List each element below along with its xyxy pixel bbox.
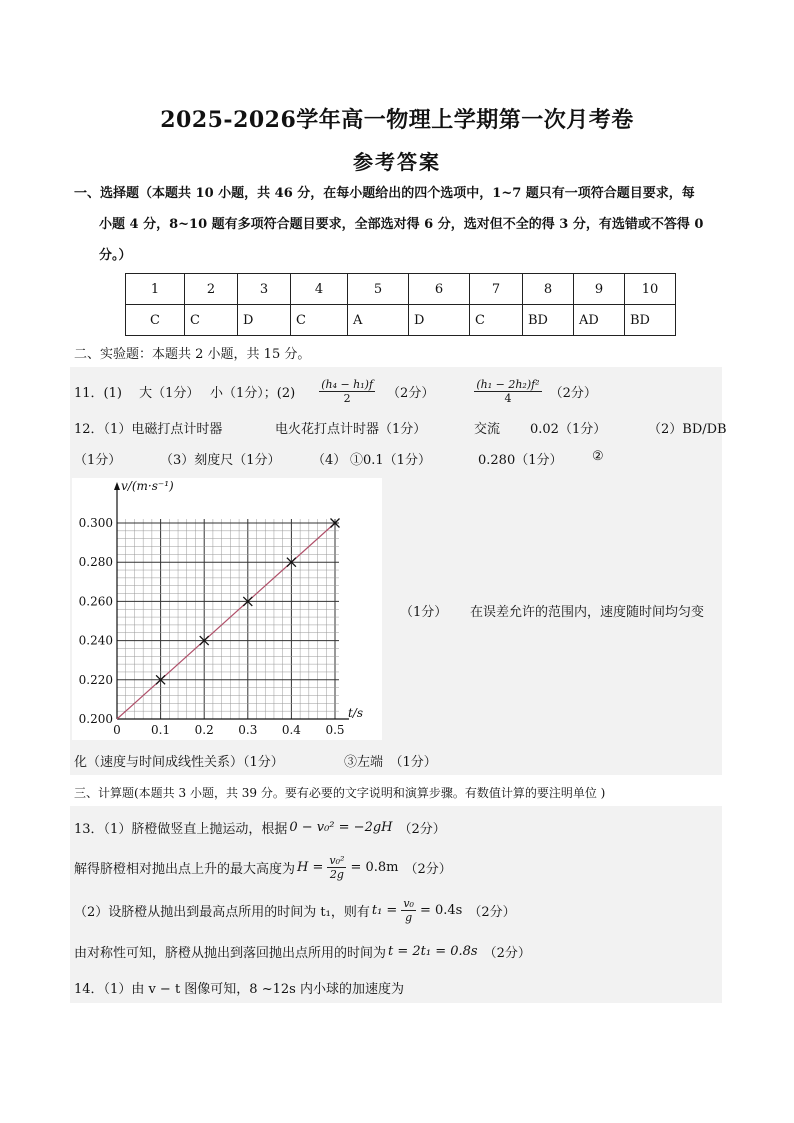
fraction-denominator: 2g — [329, 867, 344, 881]
answer-cell: D — [238, 305, 291, 336]
q12-line1-e: （2）BD/DB — [648, 422, 727, 437]
answer-table-answer-row — [126, 305, 676, 336]
q11-fraction-2 — [474, 378, 541, 405]
q12-line2-e: 0.280（1分） — [478, 453, 563, 468]
question-number-cell: 4 — [291, 274, 348, 305]
q13-t1-result: = 0.4s — [419, 902, 463, 918]
q11-answer — [74, 376, 597, 406]
fit-line — [117, 523, 335, 719]
question-number-cell: 10 — [625, 274, 676, 305]
x-axis-label: t/s — [347, 706, 363, 720]
answer-key-subtitle: 参考答案 — [353, 150, 441, 174]
q13-t1-lhs: t₁ = — [371, 902, 398, 918]
q12-right-a: （1分） — [400, 605, 448, 620]
fraction-numerator: v₀ — [403, 896, 414, 910]
chart-fit-line — [117, 523, 335, 719]
fraction-numerator: v₀² — [329, 853, 345, 867]
x-tick-label: 0.2 — [194, 723, 214, 737]
question-number-cell: 7 — [470, 274, 523, 305]
q13-h-fraction — [327, 854, 346, 881]
q13-t1-fraction — [401, 897, 416, 924]
q12-line2-d: ①0.1（1分） — [350, 453, 431, 468]
q11-score-1: （2分） — [387, 385, 435, 401]
answer-cell: A — [348, 305, 409, 336]
q12-line1-a: 12．（1）电磁打点计时器 — [74, 422, 223, 437]
q13-score-2: （2分） — [404, 861, 452, 877]
q12-line2-f: ② — [592, 449, 604, 464]
q12-right-b: 在误差允许的范围内，速度随时间均匀变 — [470, 605, 705, 620]
q13-h-lhs: H = — [297, 859, 324, 875]
q12-line2-a: （1分） — [74, 453, 122, 468]
q13-equation-1: 0 − v₀² = −2gH — [289, 820, 393, 835]
section1-heading-line1: 一、选择题（本题共 10 小题，共 46 分，在每小题给出的四个选项中，1~7 题只有一项符合题目要求，每 — [74, 186, 695, 201]
y-tick-label: 0.260 — [78, 594, 113, 609]
answer-cell: BD — [625, 305, 676, 336]
q12-line2-b: （3）刻度尺（1分） — [160, 453, 281, 468]
q13-line1-text: 13．（1）脐橙做竖直上抛运动，根据 — [74, 822, 288, 837]
question-number-cell: 9 — [574, 274, 625, 305]
answer-cell: BD — [523, 305, 574, 336]
x-tick-label: 0.5 — [325, 723, 345, 737]
question-number-cell: 5 — [348, 274, 409, 305]
q13-total-time: t = 2t₁ = 0.8s — [388, 944, 478, 959]
q13-line3-text: （2）设脐橙从抛出到最高点所用的时间为 t₁，则有 — [74, 904, 370, 920]
y-tick-label: 0.220 — [78, 672, 113, 687]
x-tick-label: 0 — [113, 723, 121, 737]
answer-cell: C — [291, 305, 348, 336]
exam-title: 2025-2026学年高一物理上学期第一次月考卷 — [160, 107, 634, 133]
q11-prefix: 11．(1) 大（1分） 小（1分）；(2) — [74, 385, 296, 401]
question-number-cell: 2 — [185, 274, 238, 305]
q12-line1-c: 交流 — [474, 422, 501, 437]
q13-line2 — [74, 851, 452, 883]
x-tick-label: 0.1 — [151, 723, 171, 737]
q13-line4 — [74, 942, 531, 961]
q13-score-1: （2分） — [398, 822, 446, 837]
q12-line1-b: 电火花打点计时器（1分） — [275, 422, 427, 437]
q11-fraction-1 — [319, 378, 375, 405]
answer-table-number-row — [126, 274, 676, 305]
chart-tick-labels — [79, 516, 345, 737]
y-tick-label: 0.300 — [78, 516, 113, 530]
answer-table — [125, 273, 676, 336]
section1-heading-line2: 小题 4 分，8~10 题有多项符合题目要求，全部选对得 6 分，选对但不全的得 3 分，有选错或不答得 0 — [99, 217, 704, 232]
y-tick-label: 0.240 — [78, 633, 113, 648]
y-axis-arrow — [114, 482, 120, 490]
answer-cell: C — [470, 305, 523, 336]
q13-score-3: （2分） — [468, 904, 516, 920]
section3-heading: 三、计算题(本题共 3 小题，共 39 分。要有必要的文字说明和演算步骤。有数值计算的要注明单位 ) — [74, 786, 606, 800]
answer-cell: AD — [574, 305, 625, 336]
answer-cell: D — [409, 305, 470, 336]
question-number-cell: 6 — [409, 274, 470, 305]
y-tick-label: 0.280 — [78, 555, 113, 570]
x-tick-label: 0.4 — [281, 723, 301, 737]
q13-line1 — [74, 818, 446, 837]
q13-score-4: （2分） — [483, 946, 531, 961]
q13-line2-text: 解得脐橙相对抛出点上升的最大高度为 — [74, 861, 296, 877]
q12-line3-b: ③左端 （1分） — [344, 755, 437, 770]
q11-score-2: （2分） — [549, 385, 597, 401]
fraction-numerator: (h₁ − 2h₂)f² — [476, 377, 540, 391]
q13-line3 — [74, 894, 516, 926]
y-axis-label: v/(m·s⁻¹) — [121, 479, 174, 493]
q12-line2-c: （4） — [312, 453, 347, 468]
question-number-cell: 8 — [523, 274, 574, 305]
x-tick-label: 0.3 — [238, 723, 258, 737]
section2-heading: 二、实验题：本题共 2 小题，共 15 分。 — [74, 347, 311, 362]
answer-cell: C — [185, 305, 238, 336]
fraction-denominator: 4 — [504, 391, 512, 405]
question-number-cell: 1 — [126, 274, 185, 305]
section1-heading-line3: 分。） — [99, 248, 132, 263]
q12-line3-a: 化（速度与时间成线性关系）（1分） — [74, 755, 284, 770]
fraction-denominator: g — [405, 910, 413, 924]
y-tick-label: 0.200 — [78, 712, 113, 726]
answer-cell: C — [126, 305, 185, 336]
question-number-cell: 3 — [238, 274, 291, 305]
q13-line4-text: 由对称性可知，脐橙从抛出到落回抛出点所用的时间为 — [74, 946, 387, 961]
q13-h-result: = 0.8m — [350, 859, 399, 875]
q12-line1-d: 0.02（1分） — [530, 422, 607, 437]
fraction-numerator: (h₄ − h₁)f — [321, 377, 374, 391]
q14-line1: 14．（1）由 v − t 图像可知，8 ~12s 内小球的加速度为 — [74, 982, 404, 997]
velocity-time-graph — [72, 478, 382, 740]
fraction-denominator: 2 — [343, 391, 351, 405]
chart-axes — [114, 482, 349, 719]
